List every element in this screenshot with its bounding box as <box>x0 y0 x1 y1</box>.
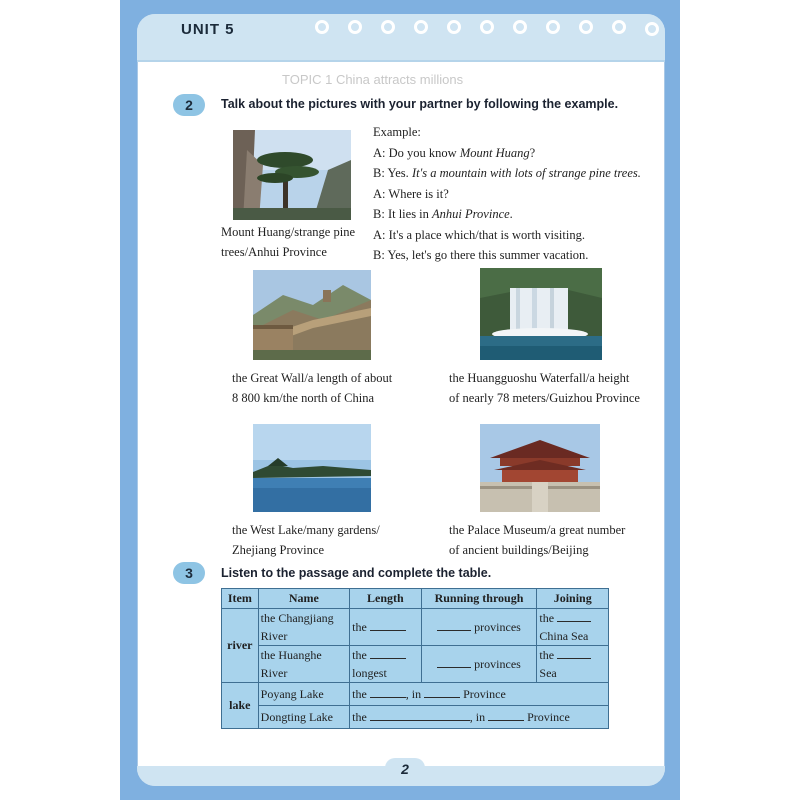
blank-line[interactable] <box>370 630 406 631</box>
table-header-row <box>222 589 609 609</box>
bleed-through-title: TOPIC 1 China attracts millions <box>282 72 464 87</box>
table-row <box>222 609 609 646</box>
ring-icon <box>315 20 329 34</box>
length-cell: the <box>350 609 422 646</box>
ring-icon <box>480 20 494 34</box>
ring-icon <box>546 20 560 34</box>
table-row <box>222 646 609 683</box>
name-cell: Poyang Lake <box>258 683 349 706</box>
table-row <box>222 683 609 706</box>
blank-line[interactable] <box>424 697 460 698</box>
blank-line[interactable] <box>437 630 471 631</box>
dongting-details: the , in Province <box>350 706 609 729</box>
running-cell: provinces <box>421 646 537 683</box>
unit-label: UNIT 5 <box>181 21 235 38</box>
ring-icon <box>348 20 362 34</box>
page-header <box>137 14 665 62</box>
running-cell: provinces <box>421 609 537 646</box>
name-cell: the Huanghe River <box>258 646 349 683</box>
binder-rings <box>315 20 660 48</box>
blank-line[interactable] <box>370 720 470 721</box>
table-header: Item <box>222 589 259 609</box>
blank-line[interactable] <box>370 658 406 659</box>
example-line: B: Yes, let's go there this summer vacation. <box>373 248 589 262</box>
joining-cell: the Sea <box>537 646 609 683</box>
rivers-lakes-table <box>221 588 609 729</box>
section-3-badge: 3 <box>173 562 205 584</box>
page-number: 2 <box>385 758 425 780</box>
example-line: A: Do you know Mount Huang? <box>373 145 536 160</box>
section-2-instruction: Talk about the pictures with your partner by following the example. <box>221 97 619 111</box>
textbook-page <box>137 14 665 786</box>
ring-icon <box>645 22 659 36</box>
caption-west-lake: the West Lake/many gardens/ Zhejiang Province <box>232 523 380 557</box>
table-header: Length <box>350 589 422 609</box>
section-2-badge: 2 <box>173 94 205 116</box>
table-header: Joining <box>537 589 609 609</box>
ring-icon <box>447 20 461 34</box>
blank-line[interactable] <box>370 697 406 698</box>
example-heading: Example: <box>373 125 421 139</box>
mount-huang-photo <box>233 130 351 220</box>
blank-line[interactable] <box>557 621 591 622</box>
blank-line[interactable] <box>488 720 524 721</box>
name-cell: the Changjiang River <box>258 609 349 646</box>
blank-line[interactable] <box>437 667 471 668</box>
ring-icon <box>513 20 527 34</box>
west-lake-photo <box>253 424 371 512</box>
caption-waterfall: the Huangguoshu Waterfall/a height of nearly 78 meters/Guizhou Province <box>449 371 640 405</box>
poyang-details: the , in Province <box>350 683 609 706</box>
ring-icon <box>414 20 428 34</box>
example-line: B: It lies in Anhui Province. <box>373 207 513 221</box>
name-cell: Dongting Lake <box>258 706 349 729</box>
table-row <box>222 706 609 729</box>
example-line: B: Yes. It's a mountain with lots of strange pine trees. <box>373 166 641 180</box>
length-cell: the longest <box>350 646 422 683</box>
great-wall-photo <box>253 270 371 360</box>
palace-museum-photo <box>480 424 600 512</box>
ring-icon <box>579 20 593 34</box>
ring-icon <box>381 20 395 34</box>
table-header: Name <box>258 589 349 609</box>
ring-icon <box>612 20 626 34</box>
joining-cell: the China Sea <box>537 609 609 646</box>
item-lake: lake <box>222 683 259 729</box>
caption-mount-huang: Mount Huang/strange pine trees/Anhui Province <box>221 225 356 259</box>
waterfall-photo <box>480 268 602 360</box>
example-dialogue <box>373 122 641 266</box>
section-3-instruction: Listen to the passage and complete the table. <box>221 566 492 580</box>
caption-great-wall: the Great Wall/a length of about 8 800 km/the north of China <box>232 371 393 405</box>
table-header: Running through <box>421 589 537 609</box>
example-line: A: It's a place which/that is worth visiting. <box>373 227 585 242</box>
blank-line[interactable] <box>557 658 591 659</box>
caption-palace-museum: the Palace Museum/a great number of ancient buildings/Beijing <box>449 523 626 557</box>
item-river: river <box>222 609 259 683</box>
example-line: A: Where is it? <box>373 186 449 201</box>
